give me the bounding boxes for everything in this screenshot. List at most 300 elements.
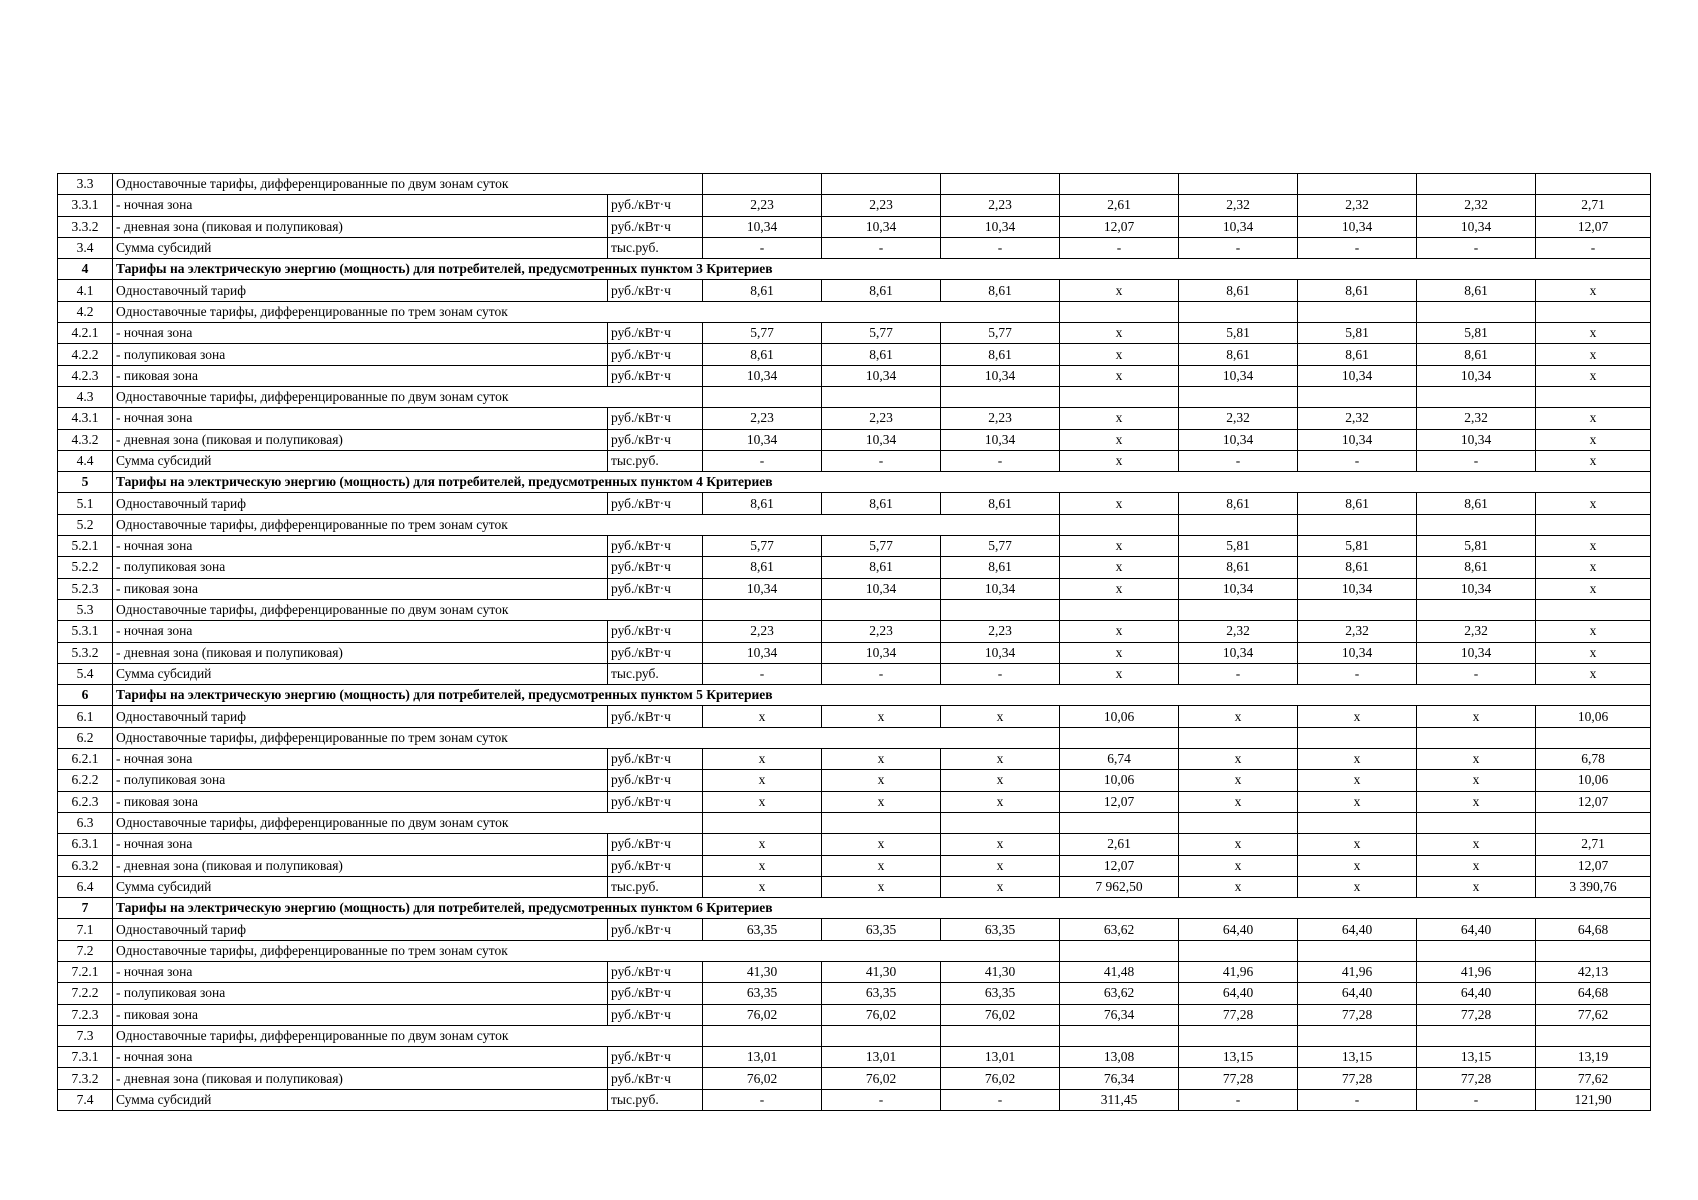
empty-cell [703, 599, 822, 620]
value-cell: 10,34 [703, 216, 822, 237]
empty-cell [1298, 599, 1417, 620]
value-cell: 8,61 [703, 557, 822, 578]
row-number: 5 [58, 472, 113, 493]
value-cell: x [1060, 642, 1179, 663]
empty-cell [1060, 514, 1179, 535]
table-row [58, 493, 1651, 514]
row-unit: руб./кВт·ч [608, 855, 703, 876]
value-cell: 77,28 [1179, 1004, 1298, 1025]
row-number: 3.3.2 [58, 216, 113, 237]
value-cell: 6,74 [1060, 749, 1179, 770]
group-row [58, 599, 1651, 620]
value-cell: x [1536, 493, 1651, 514]
value-cell: x [1060, 323, 1179, 344]
row-number: 5.1 [58, 493, 113, 514]
value-cell: 8,61 [1417, 557, 1536, 578]
table-row [58, 855, 1651, 876]
empty-cell [703, 1025, 822, 1046]
value-cell: 2,23 [703, 195, 822, 216]
row-number: 5.2 [58, 514, 113, 535]
value-cell: 12,07 [1536, 216, 1651, 237]
value-cell: 63,35 [941, 983, 1060, 1004]
value-cell: 41,30 [703, 961, 822, 982]
value-cell: x [1417, 770, 1536, 791]
value-cell: 8,61 [1298, 280, 1417, 301]
row-label: - ночная зона [113, 195, 608, 216]
empty-cell [1060, 812, 1179, 833]
group-title: Одноставочные тарифы, дифференцированные по двум зонам суток [113, 812, 703, 833]
row-unit: руб./кВт·ч [608, 1068, 703, 1089]
value-cell: 5,81 [1179, 536, 1298, 557]
value-cell: x [1060, 365, 1179, 386]
value-cell: 7 962,50 [1060, 876, 1179, 897]
row-unit: руб./кВт·ч [608, 983, 703, 1004]
row-unit: руб./кВт·ч [608, 749, 703, 770]
value-cell: 2,23 [822, 195, 941, 216]
value-cell: 5,77 [703, 536, 822, 557]
empty-cell [1417, 812, 1536, 833]
value-cell: - [941, 663, 1060, 684]
empty-cell [822, 812, 941, 833]
row-label: - пиковая зона [113, 365, 608, 386]
empty-cell [1179, 386, 1298, 407]
group-title: Одноставочные тарифы, дифференцированные по двум зонам суток [113, 1025, 703, 1046]
value-cell: x [941, 770, 1060, 791]
empty-cell [822, 174, 941, 195]
empty-cell [1298, 940, 1417, 961]
empty-cell [1417, 727, 1536, 748]
value-cell: 2,32 [1417, 408, 1536, 429]
table-row [58, 195, 1651, 216]
value-cell: x [822, 749, 941, 770]
value-cell: - [703, 450, 822, 471]
value-cell: 77,28 [1179, 1068, 1298, 1089]
value-cell: 10,34 [1298, 578, 1417, 599]
value-cell: x [1298, 876, 1417, 897]
value-cell: x [941, 855, 1060, 876]
table-row [58, 834, 1651, 855]
group-row [58, 940, 1651, 961]
value-cell: x [1060, 450, 1179, 471]
value-cell: x [1536, 663, 1651, 684]
value-cell: 8,61 [941, 280, 1060, 301]
value-cell: - [1417, 1089, 1536, 1110]
empty-cell [1536, 514, 1651, 535]
value-cell: 13,01 [822, 1047, 941, 1068]
value-cell: - [1179, 450, 1298, 471]
value-cell: 10,06 [1536, 770, 1651, 791]
value-cell: 5,77 [941, 536, 1060, 557]
value-cell: 2,32 [1179, 195, 1298, 216]
table-row [58, 280, 1651, 301]
value-cell: x [1536, 280, 1651, 301]
value-cell: 13,08 [1060, 1047, 1179, 1068]
empty-cell [1298, 1025, 1417, 1046]
empty-cell [1536, 174, 1651, 195]
value-cell: x [703, 876, 822, 897]
value-cell: 121,90 [1536, 1089, 1651, 1110]
row-number: 6.1 [58, 706, 113, 727]
value-cell: 10,06 [1060, 706, 1179, 727]
row-label: - ночная зона [113, 749, 608, 770]
row-label: Сумма субсидий [113, 450, 608, 471]
empty-cell [1060, 599, 1179, 620]
table-row [58, 770, 1651, 791]
empty-cell [1179, 940, 1298, 961]
empty-cell [1179, 301, 1298, 322]
row-unit: руб./кВт·ч [608, 429, 703, 450]
group-title: Одноставочные тарифы, дифференцированные по двум зонам суток [113, 174, 703, 195]
value-cell: 8,61 [1179, 280, 1298, 301]
value-cell: 8,61 [822, 280, 941, 301]
row-unit: тыс.руб. [608, 876, 703, 897]
value-cell: 2,32 [1298, 408, 1417, 429]
row-number: 7.1 [58, 919, 113, 940]
value-cell: x [1060, 280, 1179, 301]
value-cell: - [1417, 450, 1536, 471]
value-cell: 8,61 [1179, 493, 1298, 514]
value-cell: 13,01 [941, 1047, 1060, 1068]
row-unit: руб./кВт·ч [608, 791, 703, 812]
value-cell: 2,23 [822, 408, 941, 429]
row-unit: руб./кВт·ч [608, 280, 703, 301]
row-unit: руб./кВт·ч [608, 706, 703, 727]
value-cell: 8,61 [1298, 493, 1417, 514]
row-label: - полупиковая зона [113, 770, 608, 791]
value-cell: x [1536, 344, 1651, 365]
value-cell: 41,48 [1060, 961, 1179, 982]
row-unit: тыс.руб. [608, 663, 703, 684]
value-cell: 10,34 [822, 642, 941, 663]
value-cell: x [1060, 621, 1179, 642]
table-row [58, 961, 1651, 982]
empty-cell [822, 599, 941, 620]
value-cell: x [1536, 621, 1651, 642]
row-label: Сумма субсидий [113, 663, 608, 684]
value-cell: 10,34 [703, 365, 822, 386]
value-cell: x [1536, 536, 1651, 557]
value-cell: 2,32 [1179, 408, 1298, 429]
group-row [58, 514, 1651, 535]
value-cell: - [1179, 1089, 1298, 1110]
section-title: Тарифы на электрическую энергию (мощность) для потребителей, предусмотренных пунктом 3 Критериев [113, 259, 1651, 280]
empty-cell [1298, 812, 1417, 833]
section-title: Тарифы на электрическую энергию (мощность) для потребителей, предусмотренных пунктом 6 Критериев [113, 898, 1651, 919]
row-number: 4.2.3 [58, 365, 113, 386]
value-cell: x [1417, 791, 1536, 812]
row-label: - ночная зона [113, 323, 608, 344]
row-number: 4.4 [58, 450, 113, 471]
row-unit: тыс.руб. [608, 237, 703, 258]
value-cell: - [1417, 663, 1536, 684]
value-cell: 5,81 [1298, 536, 1417, 557]
value-cell: 76,34 [1060, 1068, 1179, 1089]
table-row [58, 557, 1651, 578]
row-label: - ночная зона [113, 536, 608, 557]
row-label: - ночная зона [113, 961, 608, 982]
value-cell: 10,34 [1417, 365, 1536, 386]
row-label: - пиковая зона [113, 791, 608, 812]
value-cell: 10,34 [703, 578, 822, 599]
value-cell: 41,96 [1179, 961, 1298, 982]
value-cell: 5,77 [822, 536, 941, 557]
group-title: Одноставочные тарифы, дифференцированные по двум зонам суток [113, 599, 703, 620]
row-label: - пиковая зона [113, 578, 608, 599]
value-cell: 63,35 [822, 919, 941, 940]
value-cell: x [1417, 749, 1536, 770]
table-row [58, 323, 1651, 344]
empty-cell [1298, 514, 1417, 535]
value-cell: x [941, 791, 1060, 812]
empty-cell [1536, 599, 1651, 620]
value-cell: 2,32 [1417, 621, 1536, 642]
value-cell: 10,06 [1536, 706, 1651, 727]
row-unit: тыс.руб. [608, 450, 703, 471]
value-cell: 76,02 [703, 1068, 822, 1089]
value-cell: x [1179, 876, 1298, 897]
value-cell: x [1298, 749, 1417, 770]
value-cell: 77,28 [1417, 1068, 1536, 1089]
value-cell: 8,61 [1179, 557, 1298, 578]
row-number: 5.2.3 [58, 578, 113, 599]
value-cell: 10,34 [1298, 216, 1417, 237]
empty-cell [941, 599, 1060, 620]
empty-cell [1536, 940, 1651, 961]
empty-cell [1179, 514, 1298, 535]
value-cell: x [703, 791, 822, 812]
value-cell: 2,23 [941, 408, 1060, 429]
value-cell: x [1060, 663, 1179, 684]
value-cell: 10,34 [822, 578, 941, 599]
row-label: - пиковая зона [113, 1004, 608, 1025]
value-cell: 5,77 [822, 323, 941, 344]
row-label: - ночная зона [113, 1047, 608, 1068]
value-cell: 63,35 [941, 919, 1060, 940]
table-row [58, 1004, 1651, 1025]
row-label: - полупиковая зона [113, 983, 608, 1004]
value-cell: x [703, 749, 822, 770]
row-unit: руб./кВт·ч [608, 493, 703, 514]
value-cell: 2,32 [1417, 195, 1536, 216]
value-cell: 2,23 [941, 621, 1060, 642]
row-unit: руб./кВт·ч [608, 919, 703, 940]
value-cell: 10,34 [941, 216, 1060, 237]
section-row [58, 472, 1651, 493]
value-cell: x [1417, 706, 1536, 727]
value-cell: x [822, 834, 941, 855]
value-cell: x [1536, 365, 1651, 386]
value-cell: - [1179, 663, 1298, 684]
value-cell: x [1179, 770, 1298, 791]
value-cell: x [703, 855, 822, 876]
value-cell: x [1536, 323, 1651, 344]
value-cell: x [1179, 855, 1298, 876]
tariff-table-body [58, 174, 1651, 1111]
value-cell: 13,15 [1417, 1047, 1536, 1068]
value-cell: 76,02 [941, 1004, 1060, 1025]
value-cell: - [703, 663, 822, 684]
empty-cell [1536, 1025, 1651, 1046]
row-number: 7.2.1 [58, 961, 113, 982]
row-number: 6.2.1 [58, 749, 113, 770]
value-cell: 8,61 [941, 344, 1060, 365]
value-cell: x [1179, 791, 1298, 812]
value-cell: 41,96 [1298, 961, 1417, 982]
value-cell: 10,34 [941, 578, 1060, 599]
row-unit: руб./кВт·ч [608, 1004, 703, 1025]
empty-cell [1060, 174, 1179, 195]
value-cell: 64,40 [1298, 919, 1417, 940]
row-unit: руб./кВт·ч [608, 770, 703, 791]
value-cell: 76,02 [703, 1004, 822, 1025]
row-number: 3.4 [58, 237, 113, 258]
value-cell: x [1536, 408, 1651, 429]
value-cell: 8,61 [1417, 280, 1536, 301]
value-cell: 41,30 [822, 961, 941, 982]
row-number: 4.3.2 [58, 429, 113, 450]
empty-cell [1179, 599, 1298, 620]
value-cell: 2,61 [1060, 834, 1179, 855]
value-cell: 8,61 [703, 344, 822, 365]
value-cell: 2,32 [1179, 621, 1298, 642]
row-label: Одноставочный тариф [113, 280, 608, 301]
value-cell: x [1179, 706, 1298, 727]
value-cell: 13,01 [703, 1047, 822, 1068]
table-row [58, 749, 1651, 770]
value-cell: x [1417, 855, 1536, 876]
table-row [58, 876, 1651, 897]
value-cell: x [1536, 429, 1651, 450]
empty-cell [1298, 386, 1417, 407]
value-cell: 64,40 [1298, 983, 1417, 1004]
empty-cell [1060, 940, 1179, 961]
group-row [58, 301, 1651, 322]
section-title: Тарифы на электрическую энергию (мощность) для потребителей, предусмотренных пунктом 4 Критериев [113, 472, 1651, 493]
row-label: - полупиковая зона [113, 344, 608, 365]
value-cell: 10,06 [1060, 770, 1179, 791]
row-number: 7.2 [58, 940, 113, 961]
table-row [58, 344, 1651, 365]
row-number: 6.2.2 [58, 770, 113, 791]
empty-cell [1417, 386, 1536, 407]
empty-cell [1417, 599, 1536, 620]
value-cell: 5,81 [1179, 323, 1298, 344]
value-cell: 2,23 [941, 195, 1060, 216]
value-cell: 76,02 [822, 1068, 941, 1089]
row-number: 4 [58, 259, 113, 280]
row-number: 6.3 [58, 812, 113, 833]
value-cell: x [1060, 344, 1179, 365]
value-cell: 2,71 [1536, 195, 1651, 216]
value-cell: - [1536, 237, 1651, 258]
value-cell: 64,68 [1536, 919, 1651, 940]
value-cell: x [1060, 429, 1179, 450]
value-cell: 10,34 [941, 642, 1060, 663]
value-cell: 77,28 [1298, 1004, 1417, 1025]
value-cell: x [1536, 557, 1651, 578]
row-number: 5.3 [58, 599, 113, 620]
value-cell: 2,61 [1060, 195, 1179, 216]
row-label: - дневная зона (пиковая и полупиковая) [113, 855, 608, 876]
value-cell: 2,32 [1298, 195, 1417, 216]
row-number: 7.4 [58, 1089, 113, 1110]
value-cell: 77,28 [1298, 1068, 1417, 1089]
row-number: 7.3 [58, 1025, 113, 1046]
value-cell: 12,07 [1060, 855, 1179, 876]
empty-cell [1536, 386, 1651, 407]
value-cell: 8,61 [703, 280, 822, 301]
value-cell: - [822, 663, 941, 684]
empty-cell [1298, 727, 1417, 748]
value-cell: 6,78 [1536, 749, 1651, 770]
row-number: 4.2.2 [58, 344, 113, 365]
table-row [58, 536, 1651, 557]
value-cell: 42,13 [1536, 961, 1651, 982]
value-cell: 10,34 [822, 429, 941, 450]
row-number: 4.2 [58, 301, 113, 322]
section-title: Тарифы на электрическую энергию (мощность) для потребителей, предусмотренных пунктом 5 Критериев [113, 685, 1651, 706]
empty-cell [1179, 812, 1298, 833]
value-cell: 2,23 [822, 621, 941, 642]
value-cell: x [1298, 855, 1417, 876]
value-cell: x [703, 834, 822, 855]
empty-cell [703, 174, 822, 195]
empty-cell [1417, 301, 1536, 322]
value-cell: 13,19 [1536, 1047, 1651, 1068]
row-unit: руб./кВт·ч [608, 344, 703, 365]
table-row [58, 429, 1651, 450]
value-cell: x [1417, 834, 1536, 855]
value-cell: 8,61 [941, 557, 1060, 578]
row-number: 4.1 [58, 280, 113, 301]
value-cell: x [941, 876, 1060, 897]
value-cell: 63,35 [703, 983, 822, 1004]
section-row [58, 898, 1651, 919]
value-cell: 41,30 [941, 961, 1060, 982]
empty-cell [1536, 301, 1651, 322]
value-cell: 3 390,76 [1536, 876, 1651, 897]
value-cell: 64,40 [1179, 983, 1298, 1004]
value-cell: 12,07 [1536, 855, 1651, 876]
table-row [58, 1068, 1651, 1089]
value-cell: 2,23 [703, 408, 822, 429]
empty-cell [941, 1025, 1060, 1046]
table-row [58, 791, 1651, 812]
row-label: - дневная зона (пиковая и полупиковая) [113, 1068, 608, 1089]
row-number: 6.4 [58, 876, 113, 897]
empty-cell [1417, 1025, 1536, 1046]
value-cell: 10,34 [822, 365, 941, 386]
section-row [58, 259, 1651, 280]
value-cell: 5,81 [1298, 323, 1417, 344]
value-cell: 5,81 [1417, 536, 1536, 557]
empty-cell [1179, 1025, 1298, 1046]
table-row [58, 642, 1651, 663]
value-cell: x [822, 706, 941, 727]
value-cell: - [1298, 237, 1417, 258]
value-cell: - [822, 450, 941, 471]
value-cell: 64,40 [1417, 919, 1536, 940]
empty-cell [1536, 812, 1651, 833]
value-cell: - [822, 1089, 941, 1110]
value-cell: 13,15 [1298, 1047, 1417, 1068]
row-number: 6.2.3 [58, 791, 113, 812]
row-number: 7.2.3 [58, 1004, 113, 1025]
row-label: Одноставочный тариф [113, 706, 608, 727]
row-label: - ночная зона [113, 408, 608, 429]
row-number: 7.2.2 [58, 983, 113, 1004]
empty-cell [1536, 727, 1651, 748]
